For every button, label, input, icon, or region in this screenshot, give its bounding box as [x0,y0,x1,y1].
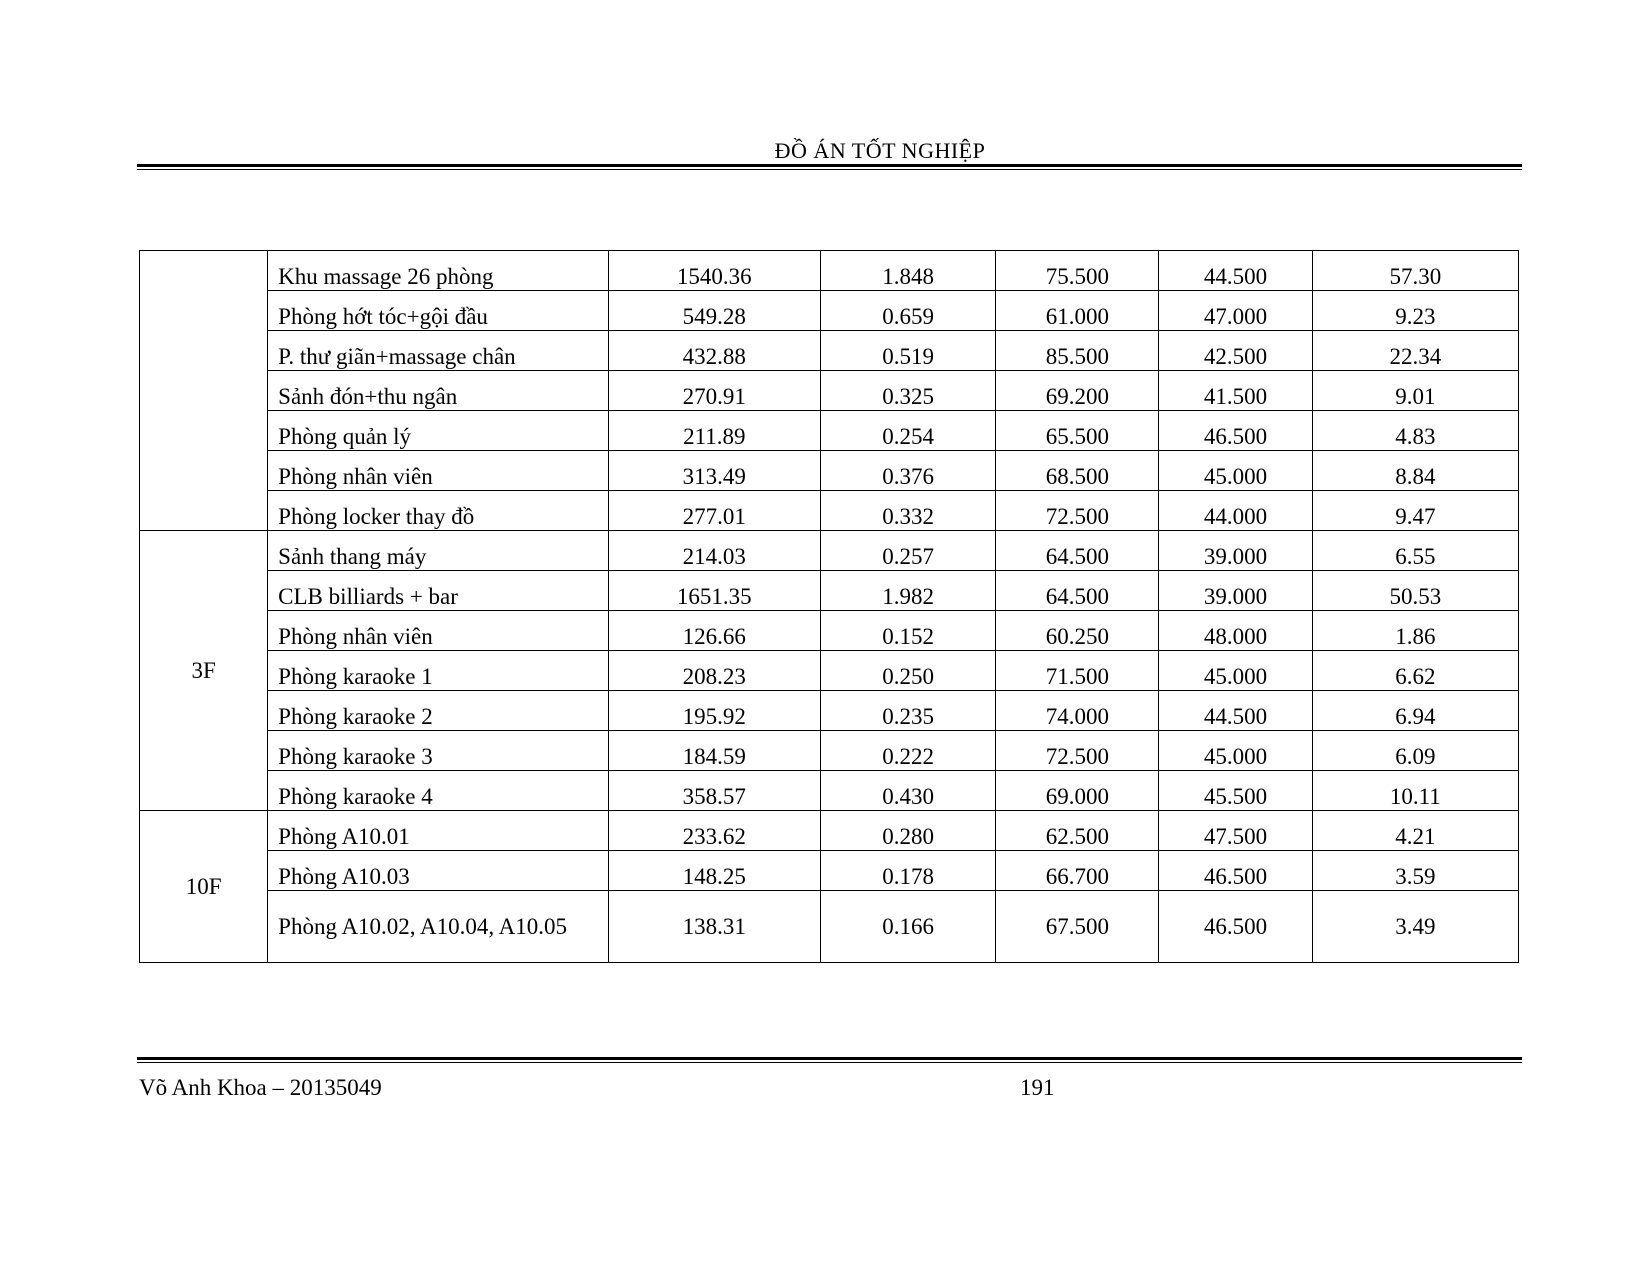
value-cell-v4: 45.500 [1159,771,1312,811]
value-cell-v5: 57.30 [1312,251,1518,291]
footer-rule [137,1057,1522,1063]
value-cell-v2: 0.257 [820,531,995,571]
value-cell-v4: 47.500 [1159,811,1312,851]
room-name-cell: Sảnh đón+thu ngân [268,371,608,411]
value-cell-v2: 1.982 [820,571,995,611]
value-cell-v5: 3.49 [1312,891,1518,963]
value-cell-v2: 0.166 [820,891,995,963]
value-cell-v1: 549.28 [608,291,820,331]
value-cell-v4: 45.000 [1159,451,1312,491]
table-row [140,691,1519,731]
load-table-body [140,251,1519,963]
value-cell-v1: 126.66 [608,611,820,651]
value-cell-v4: 41.500 [1159,371,1312,411]
value-cell-v2: 0.325 [820,371,995,411]
floor-cell: 10F [140,811,268,963]
room-name-cell: Phòng karaoke 2 [268,691,608,731]
value-cell-v1: 358.57 [608,771,820,811]
value-cell-v1: 277.01 [608,491,820,531]
value-cell-v4: 47.000 [1159,291,1312,331]
value-cell-v3: 72.500 [996,731,1159,771]
value-cell-v2: 0.235 [820,691,995,731]
value-cell-v3: 60.250 [996,611,1159,651]
room-name-cell: Phòng A10.01 [268,811,608,851]
room-name-cell: Phòng karaoke 1 [268,651,608,691]
value-cell-v2: 0.178 [820,851,995,891]
value-cell-v5: 50.53 [1312,571,1518,611]
table-row [140,371,1519,411]
value-cell-v3: 74.000 [996,691,1159,731]
room-name-cell: Phòng A10.03 [268,851,608,891]
table-row [140,491,1519,531]
room-name-cell: Phòng nhân viên [268,611,608,651]
value-cell-v5: 9.23 [1312,291,1518,331]
value-cell-v1: 1651.35 [608,571,820,611]
value-cell-v3: 66.700 [996,851,1159,891]
value-cell-v4: 42.500 [1159,331,1312,371]
value-cell-v1: 138.31 [608,891,820,963]
value-cell-v1: 313.49 [608,451,820,491]
value-cell-v4: 44.500 [1159,691,1312,731]
value-cell-v2: 0.519 [820,331,995,371]
value-cell-v3: 65.500 [996,411,1159,451]
room-name-cell: Phòng hớt tóc+gội đầu [268,291,608,331]
value-cell-v1: 208.23 [608,651,820,691]
value-cell-v5: 6.09 [1312,731,1518,771]
room-name-cell: Phòng karaoke 3 [268,731,608,771]
value-cell-v2: 0.332 [820,491,995,531]
value-cell-v3: 64.500 [996,571,1159,611]
page-header-title: ĐỒ ÁN TỐT NGHIỆP [774,138,986,163]
table-row [140,411,1519,451]
value-cell-v3: 61.000 [996,291,1159,331]
room-name-cell: Phòng nhân viên [268,451,608,491]
table-row [140,571,1519,611]
table-row [140,611,1519,651]
value-cell-v2: 0.280 [820,811,995,851]
value-cell-v3: 62.500 [996,811,1159,851]
floor-cell: 3F [140,531,268,811]
value-cell-v3: 69.200 [996,371,1159,411]
value-cell-v1: 195.92 [608,691,820,731]
value-cell-v3: 68.500 [996,451,1159,491]
value-cell-v1: 1540.36 [608,251,820,291]
value-cell-v1: 270.91 [608,371,820,411]
value-cell-v4: 46.500 [1159,851,1312,891]
value-cell-v5: 4.21 [1312,811,1518,851]
table-row [140,811,1519,851]
value-cell-v3: 69.000 [996,771,1159,811]
value-cell-v5: 6.94 [1312,691,1518,731]
table-row [140,891,1519,963]
value-cell-v1: 211.89 [608,411,820,451]
value-cell-v2: 0.222 [820,731,995,771]
value-cell-v4: 39.000 [1159,571,1312,611]
room-name-cell: Khu massage 26 phòng [268,251,608,291]
value-cell-v2: 1.848 [820,251,995,291]
value-cell-v3: 67.500 [996,891,1159,963]
value-cell-v2: 0.376 [820,451,995,491]
value-cell-v2: 0.430 [820,771,995,811]
table-row [140,251,1519,291]
page-number: 191 [1020,1075,1055,1100]
value-cell-v4: 48.000 [1159,611,1312,651]
value-cell-v5: 9.47 [1312,491,1518,531]
table-row [140,291,1519,331]
room-name-cell: Phòng locker thay đồ [268,491,608,531]
value-cell-v4: 44.000 [1159,491,1312,531]
value-cell-v5: 6.55 [1312,531,1518,571]
table-row [140,331,1519,371]
value-cell-v5: 9.01 [1312,371,1518,411]
value-cell-v5: 1.86 [1312,611,1518,651]
footer-author: Võ Anh Khoa – 20135049 [139,1075,382,1100]
room-name-cell: Phòng karaoke 4 [268,771,608,811]
value-cell-v5: 8.84 [1312,451,1518,491]
value-cell-v4: 45.000 [1159,731,1312,771]
value-cell-v4: 46.500 [1159,891,1312,963]
value-cell-v5: 3.59 [1312,851,1518,891]
value-cell-v4: 46.500 [1159,411,1312,451]
value-cell-v1: 148.25 [608,851,820,891]
value-cell-v2: 0.254 [820,411,995,451]
floor-cell [140,251,268,531]
table-row [140,771,1519,811]
room-name-cell: Phòng A10.02, A10.04, A10.05 [268,891,608,963]
value-cell-v5: 4.83 [1312,411,1518,451]
value-cell-v1: 214.03 [608,531,820,571]
table-row [140,851,1519,891]
value-cell-v3: 75.500 [996,251,1159,291]
value-cell-v1: 233.62 [608,811,820,851]
room-name-cell: CLB billiards + bar [268,571,608,611]
room-name-cell: Sảnh thang máy [268,531,608,571]
value-cell-v5: 22.34 [1312,331,1518,371]
value-cell-v2: 0.250 [820,651,995,691]
table-row [140,531,1519,571]
value-cell-v2: 0.152 [820,611,995,651]
value-cell-v5: 6.62 [1312,651,1518,691]
table-row [140,451,1519,491]
room-name-cell: Phòng quản lý [268,411,608,451]
value-cell-v1: 432.88 [608,331,820,371]
value-cell-v3: 85.500 [996,331,1159,371]
value-cell-v3: 71.500 [996,651,1159,691]
value-cell-v4: 45.000 [1159,651,1312,691]
value-cell-v2: 0.659 [820,291,995,331]
value-cell-v1: 184.59 [608,731,820,771]
value-cell-v4: 39.000 [1159,531,1312,571]
value-cell-v4: 44.500 [1159,251,1312,291]
table-row [140,731,1519,771]
header-rule [137,164,1522,170]
value-cell-v5: 10.11 [1312,771,1518,811]
value-cell-v3: 64.500 [996,531,1159,571]
table-row [140,651,1519,691]
load-table [139,250,1519,963]
room-name-cell: P. thư giãn+massage chân [268,331,608,371]
value-cell-v3: 72.500 [996,491,1159,531]
